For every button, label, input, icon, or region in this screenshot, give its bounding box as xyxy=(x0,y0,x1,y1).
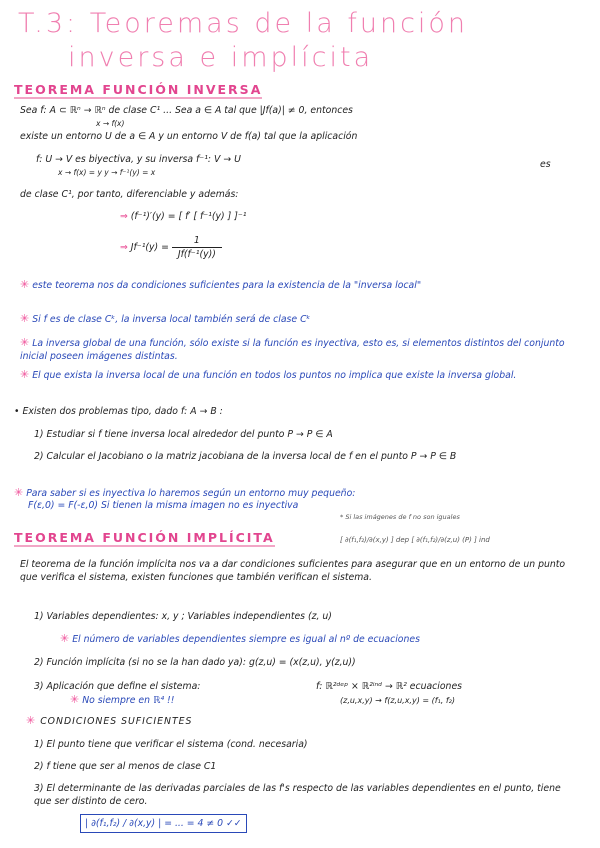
no-siempre-text: No siempre en ℝ⁴ !! xyxy=(82,695,175,706)
injective-small-note: * Si las imágenes de f no son iguales xyxy=(340,513,460,521)
system-map: f: ℝ²ᵈᵉᵖ × ℝ²ⁱⁿᵈ → ℝ² ecuaciones xyxy=(316,681,463,692)
item-3: 3) Aplicación que define el sistema: xyxy=(34,681,201,692)
intro-map: x → f(x) xyxy=(96,119,125,128)
formula-2-denominator: Jf(f⁻¹(y)) xyxy=(177,249,216,260)
note-1 xyxy=(20,278,580,292)
page-title-line1: T.3: Teoremas de la función xyxy=(18,8,469,39)
map-es: es xyxy=(540,159,551,170)
asterisk-icon: ✳ xyxy=(20,312,30,325)
injective-note-2: F(ε,0) = F(-ε,0) Si tienen la misma imagen no es inyectiva xyxy=(28,500,299,511)
diff-line: de clase C¹, por tanto, diferenciable y además: xyxy=(20,189,239,200)
system-sub: (z,u,x,y) → f(z,u,x,y) = (f₁, f₂) xyxy=(340,696,455,705)
formula-1-text: (f⁻¹)′(y) = [ f′ [ f⁻¹(y) ] ]⁻¹ xyxy=(130,211,247,222)
problems-intro-text: Existen dos problemas tipo, dado f: A → B : xyxy=(22,406,223,417)
asterisk-icon: ✳ xyxy=(20,368,30,381)
asterisk-icon: ✳ xyxy=(26,714,37,727)
no-siempre-note xyxy=(70,693,174,707)
asterisk-icon: ✳ xyxy=(70,693,80,706)
map-sub: x → f(x) = y y → f⁻¹(y) = x xyxy=(58,168,156,177)
note-2-text: Si f es de clase Cᵏ, la inversa local también será de clase Cᵏ xyxy=(32,314,311,325)
final-formula: | ∂(f₁,f₂) / ∂(x,y) | = ... = 4 ≠ 0 ✓✓ xyxy=(80,814,247,833)
note-3-text: La inversa global de una función, sólo existe si la función es inyectiva, esto es, si elementos distintos del conjunto inicial poseen imágenes distintas. xyxy=(20,338,565,362)
arrow-icon: ⇒ xyxy=(120,211,128,222)
arrow-icon: ⇒ xyxy=(120,242,128,253)
formula-2 xyxy=(120,234,222,261)
problem-2: 2) Calcular el Jacobiano o la matriz jacobiana de la inversa local de f en el punto P → P ∈ B xyxy=(34,451,457,462)
condition-2: 2) f tiene que ser al menos de clase C1 xyxy=(34,761,217,772)
conditions-heading xyxy=(26,714,192,728)
formula-2-fraction xyxy=(172,234,222,261)
note-2 xyxy=(20,312,580,326)
vars-note-text: El número de variables dependientes siempre es igual al nº de ecuaciones xyxy=(72,634,420,645)
condition-1: 1) El punto tiene que verificar el sistema (cond. necesaria) xyxy=(34,739,308,750)
bracket-note: [ ∂(f₁,f₂)/∂(x,y) ] dep [ ∂(f₁,f₂)/∂(z,u) (P) ] ind xyxy=(340,536,490,544)
note-3 xyxy=(20,336,580,363)
injective-note-1-text: Para saber si es inyectiva lo haremos según un entorno muy pequeño: xyxy=(26,488,356,499)
item-1: 1) Variables dependientes: x, y ; Variables independientes (z, u) xyxy=(34,611,332,622)
intro-line1: Sea f: A ⊂ ℝⁿ → ℝⁿ de clase C¹ ... Sea a ∈ A tal que |Jf(a)| ≠ 0, entonces xyxy=(20,105,353,116)
item-2: 2) Función implícita (si no se la han dado ya): g(z,u) = (x(z,u), y(z,u)) xyxy=(34,657,356,668)
note-4 xyxy=(20,368,580,382)
conditions-heading-text: CONDICIONES SUFICIENTES xyxy=(40,716,193,727)
formula-1 xyxy=(120,210,246,223)
implicit-intro: El teorema de la función implícita nos va a dar condiciones suficientes para asegurar que en un entorno de un punto que verifica el sistema, existen funciones que también verifican el sistema. xyxy=(20,559,566,583)
asterisk-icon: ✳ xyxy=(14,486,24,499)
page-title-line2: inversa e implícita xyxy=(68,42,374,73)
problems-intro xyxy=(14,405,223,418)
map-line: f: U → V es biyectiva, y su inversa f⁻¹: V → U xyxy=(36,154,241,165)
problem-1: 1) Estudiar si f tiene inversa local alrededor del punto P → P ∈ A xyxy=(34,429,333,440)
asterisk-icon: ✳ xyxy=(60,632,70,645)
section-heading-inverse: TEOREMA FUNCIÓN INVERSA xyxy=(14,82,263,97)
formula-2-numerator: 1 xyxy=(172,234,222,248)
asterisk-icon: ✳ xyxy=(20,278,30,291)
formula-2-lhs: Jf⁻¹(y) = xyxy=(130,242,169,253)
bullet-icon: • xyxy=(14,406,20,417)
injective-note-1 xyxy=(14,486,355,500)
condition-3: 3) El determinante de las derivadas parciales de las f's respecto de las variables dependientes en el punto, tiene que ser distinto de cero. xyxy=(34,783,561,807)
note-4-text: El que exista la inversa local de una función en todos los puntos no implica que existe la inversa global. xyxy=(32,370,517,381)
intro-line2: existe un entorno U de a ∈ A y un entorno V de f(a) tal que la aplicación xyxy=(20,131,358,142)
asterisk-icon: ✳ xyxy=(20,336,30,349)
section-heading-implicit: TEOREMA FUNCIÓN IMPLÍCITA xyxy=(14,530,275,545)
note-1-text: este teorema nos da condiciones suficientes para la existencia de la "inversa local" xyxy=(32,280,422,291)
vars-note xyxy=(60,632,420,646)
